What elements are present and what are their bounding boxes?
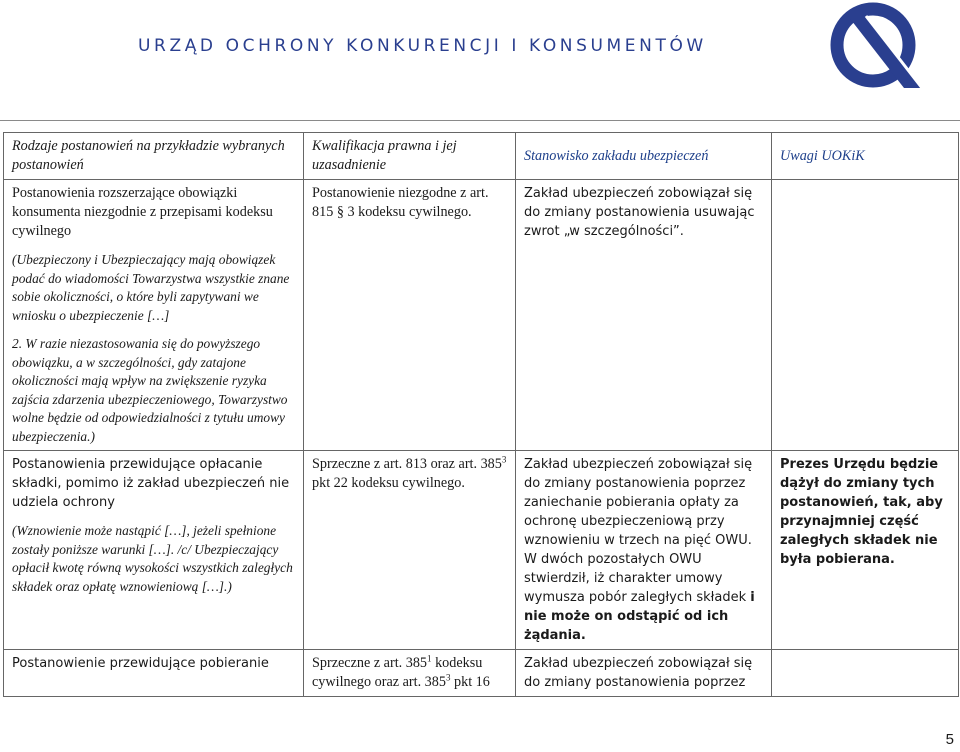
qualification-text-cont: pkt 22 kodeksu cywilnego. [312, 475, 465, 491]
provision-quote: (Ubezpieczony i Ubezpieczający mają obowiązek podać do wiadomości Towarzystwa wszystkie znane sobie okoliczności, o które byli zapytywani we wniosku o ubezpieczenie […] [12, 252, 290, 323]
remarks-cell [772, 650, 959, 697]
insurer-commitment: Zakład ubezpieczeń zobowiązał się do zmiany postanowienia [524, 186, 753, 220]
qualification-superscript: 3 [445, 672, 451, 683]
insurer-detail: poprzez zaniechanie pobierania opłaty za ochronę ubezpieczeniową przy wznowieniu w trzech na pięć OWU. W dwóch pozostałych OWU stwierdził, iż charakter umowy wymusza pobór zaległych składek [524, 476, 752, 605]
provision-quote: (Wznowienie może nastąpić […], jeżeli spełnione zostały poniższe warunki […]. /c/ Ubezpieczający opłacił kwotę równą wysokości wszystkich zaległych składek oraz opłatę wznowieniową […].) [12, 523, 293, 594]
provisions-table [3, 132, 959, 697]
insurer-position-cell [516, 180, 772, 451]
remarks-cell [772, 451, 959, 650]
qualification-text-cont: kodeksu cywilnego oraz art. 385 [312, 655, 483, 690]
qualification-text: Sprzeczne z art. 385 [312, 655, 428, 671]
insurer-position-cell [516, 451, 772, 650]
table-row [4, 451, 959, 650]
column-header-insurer-position: Stanowisko zakładu ubezpieczeń [516, 133, 772, 180]
provision-title: Postanowienia przewidujące opłacanie składki, pomimo iż zakład ubezpieczeń nie udziela ochrony [12, 457, 290, 510]
remarks-cell [772, 180, 959, 451]
insurer-position-cell [516, 650, 772, 697]
page-number: 5 [945, 731, 954, 748]
insurer-commitment: Zakład ubezpieczeń zobowiązał się do zmiany postanowienia [524, 457, 753, 491]
provision-quote: 2. W razie niezastosowania się do powyższego obowiązku, a w szczególności, gdy zatajone okoliczności mają wpływ na zwiększenie ryzyka zajścia zdarzenia ubezpieczeniowego, Towarzystwo wolne będzie od odpowiedzialności z tytułu umowy ubezpieczenia.) [12, 336, 288, 444]
provision-title: Postanowienia rozszerzające obowiązki konsumenta niezgodnie z przepisami kodeksu cywilnego [12, 185, 273, 239]
qualification-cell [304, 451, 516, 650]
remarks-text: Prezes Urzędu będzie dążył do zmiany tych postanowień, tak, aby przynajmniej część zaległych składek nie była pobierana. [780, 457, 943, 567]
table-header-row [4, 133, 959, 180]
provision-cell [4, 180, 304, 451]
column-header-provision-types: Rodzaje postanowień na przykładzie wybranych postanowień [4, 133, 304, 180]
qualification-text: Postanowienie niezgodne z art. 815 § 3 kodeksu cywilnego. [312, 185, 489, 220]
qualification-text: Sprzeczne z art. 813 oraz art. 385 [312, 456, 502, 472]
qualification-superscript: 3 [501, 454, 507, 465]
table-row [4, 650, 959, 697]
provision-cell [4, 451, 304, 650]
qualification-cell [304, 650, 516, 697]
office-name-header: URZĄD OCHRONY KONKURENCJI I KONSUMENTÓW [138, 36, 707, 56]
insurer-detail: usuwając zwrot „w szczególności”. [524, 205, 755, 239]
uokik-logo-icon [826, 0, 926, 96]
qualification-superscript: 1 [427, 653, 432, 664]
qualification-cell [304, 180, 516, 451]
provision-cell [4, 650, 304, 697]
header-divider [0, 120, 960, 121]
table-row [4, 180, 959, 451]
column-header-uokik-remarks: Uwagi UOKiK [772, 133, 959, 180]
insurer-commitment: Zakład ubezpieczeń zobowiązał się do zmiany postanowienia [524, 656, 753, 690]
insurer-refusal: i nie może on odstąpić od ich żądania. [524, 590, 755, 643]
column-header-legal-qualification: Kwalifikacja prawna i jej uzasadnienie [304, 133, 516, 180]
qualification-text-end: pkt 16 [450, 674, 490, 690]
insurer-detail: poprzez [689, 675, 746, 690]
provision-title: Postanowienie przewidujące pobieranie [12, 656, 269, 671]
